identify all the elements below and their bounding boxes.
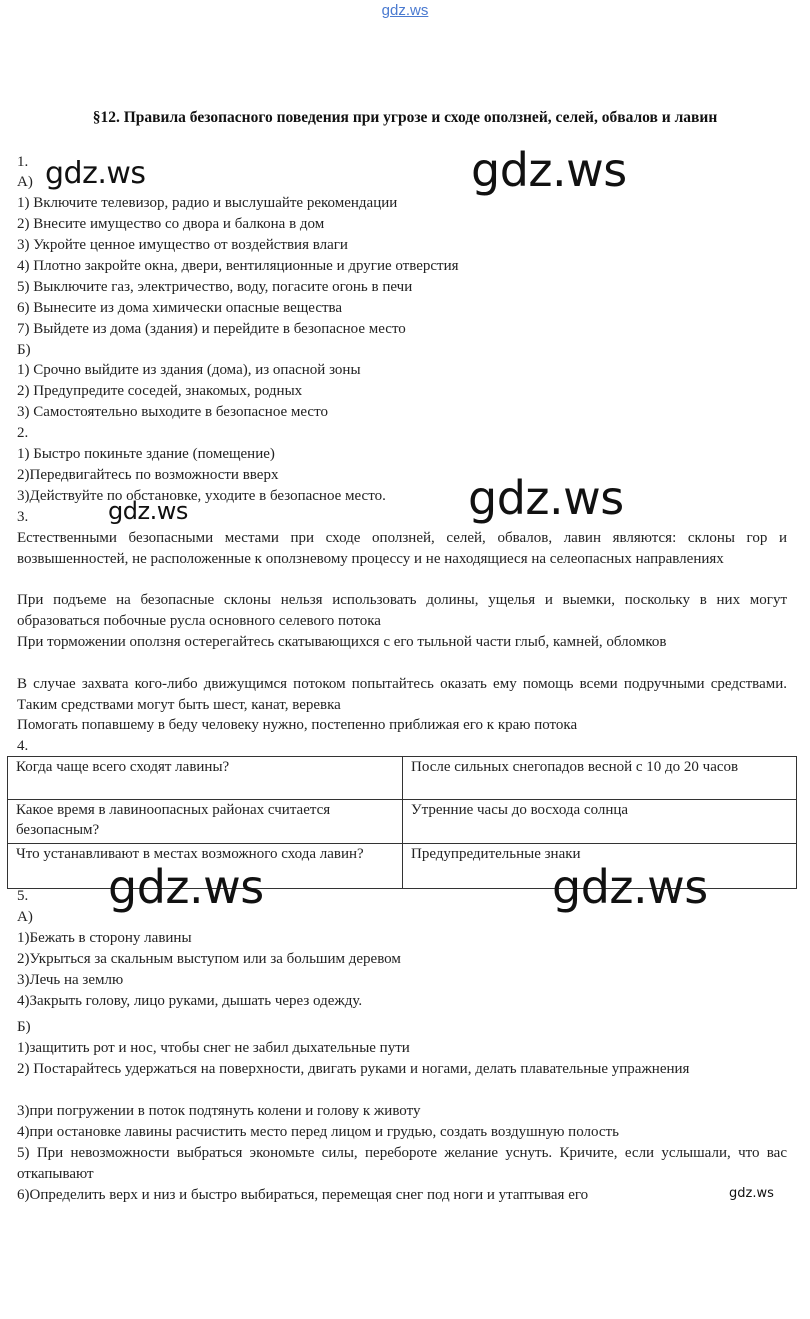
page-title: §12. Правила безопасного поведения при угрозе и сходе оползней, селей, обвалов и лавин <box>92 109 718 126</box>
section-1-number: 1. <box>17 154 29 170</box>
list-item: 2) Постарайтесь удержаться на поверхности, двигать руками и ногами, делать плавательные упражнения <box>17 1061 690 1077</box>
paragraph: В случае захвата кого-либо движущимся потоком попытайтесь оказать ему помощь всеми подручными средствами. Таким средствами могут быть шест, канат, веревка <box>17 676 787 713</box>
table-row <box>8 757 797 800</box>
watermark: gdz.ws <box>108 497 188 525</box>
paragraph: При подъеме на безопасные склоны нельзя использовать долины, ущелья и выемки, поскольку в них могут образоваться побочные русла основного селевого потока <box>17 592 787 629</box>
watermark: gdz.ws <box>471 143 627 197</box>
list-item: 3)Лечь на землю <box>17 972 124 988</box>
list-item: 5) Выключите газ, электричество, воду, погасите огонь в печи <box>17 279 413 295</box>
section-1a-label: А) <box>17 174 33 190</box>
section-3-number: 3. <box>17 509 29 525</box>
watermark: gdz.ws <box>468 471 624 525</box>
top-watermark-link[interactable]: gdz.ws <box>381 2 429 19</box>
list-item: 7) Выйдете из дома (здания) и перейдите в безопасное место <box>17 321 406 337</box>
section-5-number: 5. <box>17 888 29 904</box>
list-item: 3)Действуйте по обстановке, уходите в безопасное место. <box>17 488 386 504</box>
watermark: gdz.ws <box>45 156 146 191</box>
list-item: 3)при погружении в поток подтянуть колени и голову к животу <box>17 1103 421 1119</box>
list-item: 1) Включите телевизор, радио и выслушайте рекомендации <box>17 195 398 211</box>
watermark: gdz.ws <box>552 860 708 914</box>
list-item: 6)Определить верх и низ и быстро выбираться, перемещая снег под ноги и утаптывая его <box>17 1187 589 1203</box>
question-cell: Какое время в лавиноопасных районах считается безопасным? <box>8 800 403 844</box>
answer-cell: Предупредительные знаки <box>403 844 797 889</box>
list-item: 6) Вынесите из дома химически опасные вещества <box>17 300 343 316</box>
watermark: gdz.ws <box>729 1186 774 1201</box>
answer-cell: Утренние часы до восхода солнца <box>403 800 797 844</box>
section-1b-label: Б) <box>17 342 31 358</box>
section-5a-label: А) <box>17 909 33 925</box>
list-item: 2)Укрыться за скальным выступом или за большим деревом <box>17 951 401 967</box>
list-item: 4)при остановке лавины расчистить место перед лицом и грудью, создать воздушную полость <box>17 1124 619 1140</box>
paragraph: При торможении оползня остерегайтесь скатывающихся с его тыльной части глыб, камней, обломков <box>17 634 667 650</box>
list-item: 1) Быстро покиньте здание (помещение) <box>17 446 275 462</box>
section-4-number: 4. <box>17 738 29 754</box>
section-2-number: 2. <box>17 425 29 441</box>
list-item: 2) Предупредите соседей, знакомых, родных <box>17 383 303 399</box>
list-item: 5) При невозможности выбраться экономьте силы, перебороте желание уснуть. Кричите, если услышали, что вас откапывают <box>17 1145 787 1182</box>
list-item: 4)Закрыть голову, лицо руками, дышать через одежду. <box>17 993 363 1009</box>
list-item: 1)Бежать в сторону лавины <box>17 930 192 946</box>
list-item: 1)защитить рот и нос, чтобы снег не забил дыхательные пути <box>17 1040 410 1056</box>
paragraph: Естественными безопасными местами при сходе оползней, селей, обвалов, лавин являются: склоны гор и возвышенностей, не расположенные к оползневому процессу и не находящиеся на селеопасных направлениях <box>17 530 787 567</box>
list-item: 4) Плотно закройте окна, двери, вентиляционные и другие отверстия <box>17 258 459 274</box>
list-item: 2) Внесите имущество со двора и балкона в дом <box>17 216 325 232</box>
list-item: 1) Срочно выйдите из здания (дома), из опасной зоны <box>17 362 361 378</box>
question-cell: Что устанавливают в местах возможного схода лавин? <box>8 844 403 889</box>
section-5b-label: Б) <box>17 1019 31 1035</box>
answer-cell: После сильных снегопадов весной с 10 до 20 часов <box>403 757 797 800</box>
table-row <box>8 800 797 844</box>
watermark: gdz.ws <box>108 860 264 914</box>
list-item: 3) Самостоятельно выходите в безопасное место <box>17 404 328 420</box>
list-item: 3) Укройте ценное имущество от воздействия влаги <box>17 237 348 253</box>
paragraph: Помогать попавшему в беду человеку нужно, постепенно приближая его к краю потока <box>17 717 578 733</box>
question-cell: Когда чаще всего сходят лавины? <box>8 757 403 800</box>
list-item: 2)Передвигайтесь по возможности вверх <box>17 467 279 483</box>
